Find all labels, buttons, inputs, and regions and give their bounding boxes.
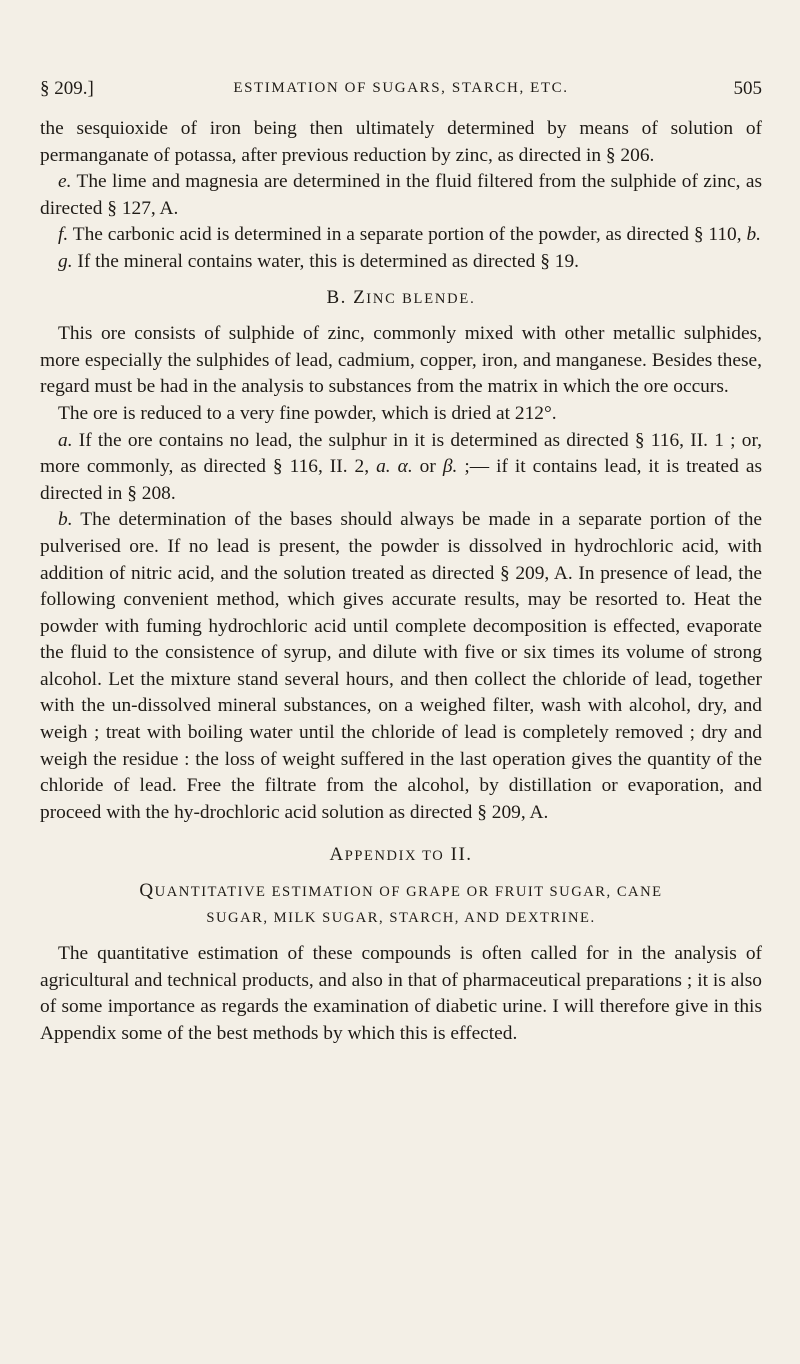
paragraph-text: The lime and magnesia are determined in the fluid filtered from the sulphide of zinc, as directed § 127, A.: [40, 171, 762, 219]
header-section-ref: § 209.]: [40, 78, 94, 99]
item-label: a.: [58, 429, 73, 451]
running-header: [40, 78, 762, 108]
item-label: f.: [58, 224, 69, 246]
paragraph-iron: the sesquioxide of iron being then ultimately determined by means of solution of permanganate of potassa, after previous reduction by zinc, as directed in § 206.: [40, 118, 762, 166]
body-text: [40, 116, 762, 1047]
paragraph-text: The determination of the bases should always be made in a separate portion of the pulverised ore. If no lead is present, the powder is dissolved in hydrochloric acid, with addition of nitric acid, and the solution treated as directed § 209, A. In presence of lead, the following convenient method, which gives accurate results, may be resorted to. Heat the powder with fuming hydrochloric acid until complete decomposition is effected, evaporate the fluid to the consistence of syrup, and dilute with five or six times its volume of strong alcohol. Let the mixture stand several hours, and then collect the chloride of lead, together with the un-dissolved mineral substances, on a weighed filter, wash with alcohol, dry, and weigh ; treat with boiling water until the chloride of lead is completely removed ; dry and weigh the residue : the loss of weight suffered in the last operation gives the quantity of the chloride of lead. Free the filtrate from the alcohol, by distillation or evaporation, and proceed with the hy-drochloric acid solution as directed § 209, A.: [40, 509, 762, 823]
quantitative-estimation-title: QUANTITATIVE ESTIMATION OF GRAPE OR FRUIT SUGAR, CANE SUGAR, MILK SUGAR, STARCH, AND DEXTRINE.: [139, 880, 663, 927]
paragraph-text: If the mineral contains water, this is determined as directed § 19.: [72, 250, 579, 272]
item-label: g.: [58, 250, 73, 272]
item-ref: b.: [746, 224, 761, 246]
paragraph-text: The carbonic acid is determined in a separate portion of the powder, as directed § 110,: [68, 224, 747, 246]
appendix-heading: APPENDIX TO II.: [329, 844, 473, 866]
paragraph-ore-reduce: The ore is reduced to a very fine powder, which is dried at 212°.: [58, 402, 557, 424]
paragraph-g: [40, 249, 762, 276]
paragraph-f: [40, 222, 762, 249]
paragraph-b: [40, 507, 762, 826]
paragraph-final: The quantitative estimation of these compounds is often called for in the analysis of agricultural and technical products, and also in that of pharmaceutical preparations ; it is also of some importance as regards the examination of diabetic urine. I will therefore give in this Appendix some of the best methods by which this is effected.: [40, 943, 762, 1044]
paragraph-a: a. If the ore contains no lead, the sulphur in it is determined as directed § 116, II. 1 ; or, more commonly, as directed § 116, II. 2, a. α. or β. ;— if it contains lead, it is treated as directed in § 208.: [40, 429, 762, 504]
section-heading-zinc-blende: B. ZINC BLENDE.: [326, 286, 476, 308]
paragraph-zinc-intro: This ore consists of sulphide of zinc, commonly mixed with other metallic sulphides, more especially the sulphides of lead, cadmium, copper, iron, and manganese. Besides these, regard must be had in the analysis to substances from the matrix in which the ore occurs.: [40, 323, 762, 398]
header-title: ESTIMATION OF SUGARS, STARCH, ETC.: [233, 80, 569, 96]
item-label: b.: [58, 509, 73, 531]
smallcaps-text: INC BLENDE.: [366, 290, 476, 307]
paragraph-e: [40, 169, 762, 222]
page-number: 505: [733, 78, 762, 99]
item-label: e.: [58, 171, 72, 193]
